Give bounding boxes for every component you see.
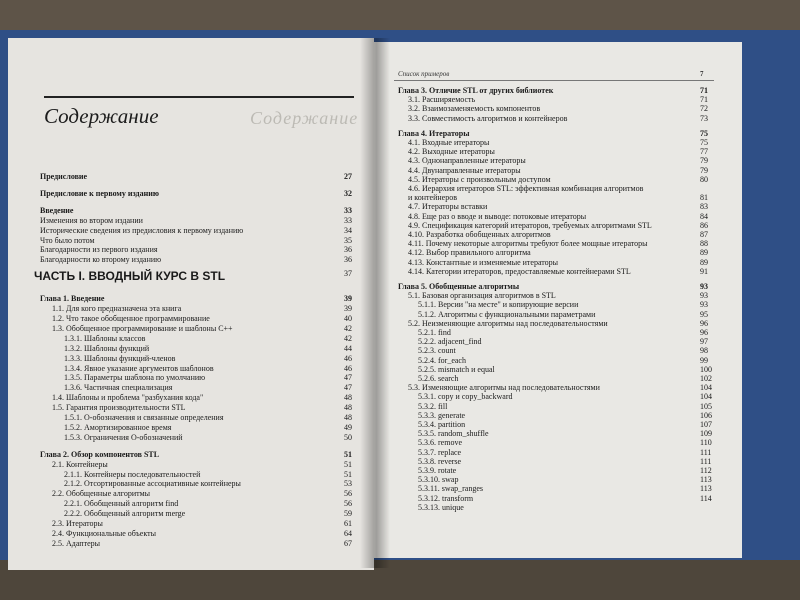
toc-page-number: 109 xyxy=(700,429,712,439)
toc-entry xyxy=(64,383,172,392)
toc-entry xyxy=(408,221,652,230)
toc-entry-text: 4.8. Еще раз о вводе и выводе: потоковые итераторы xyxy=(408,211,587,221)
toc-page-number: 97 xyxy=(700,337,708,347)
show-through-text: Содержание xyxy=(250,108,359,128)
toc-entry xyxy=(408,230,551,239)
toc-entry xyxy=(418,438,462,447)
toc-entry-text: 1.3.4. Явное указание аргументов шаблонов xyxy=(64,363,214,373)
toc-entry xyxy=(408,95,475,104)
toc-page-number: 77 xyxy=(700,147,708,157)
toc-entry xyxy=(418,337,482,346)
toc-page-number: 71 xyxy=(700,95,708,105)
toc-entry xyxy=(418,392,512,401)
toc-page-number: 61 xyxy=(344,519,352,528)
toc-page-number: 114 xyxy=(700,493,712,503)
toc-entry xyxy=(64,433,183,442)
toc-entry-text: 5.1. Базовая организация алгоритмов в STL xyxy=(408,291,556,301)
toc-entry-text: 2.1. Контейнеры xyxy=(52,459,108,469)
toc-entry xyxy=(408,248,531,257)
toc-entry-text: 1.3.3. Шаблоны функций-членов xyxy=(64,353,176,363)
toc-entry xyxy=(408,319,608,328)
toc-page-number: 84 xyxy=(700,211,708,221)
toc-entry xyxy=(40,236,95,245)
toc-entry xyxy=(64,364,214,373)
toc-page-number: 75 xyxy=(700,138,708,147)
toc-entry xyxy=(40,216,143,225)
toc-page-number: 56 xyxy=(344,499,352,509)
toc-entry xyxy=(408,193,457,202)
toc-page-number: 36 xyxy=(344,245,352,255)
toc-entry xyxy=(418,346,456,355)
toc-entry xyxy=(418,429,489,438)
toc-entry-text: 2.2.1. Обобщенный алгоритм find xyxy=(64,499,179,509)
toc-entry xyxy=(418,457,461,466)
toc-entry-text: 5.1.1. Версии "на месте" и копирующие версии xyxy=(418,300,579,310)
toc-page-number: 112 xyxy=(700,466,712,475)
toc-entry xyxy=(418,356,466,365)
book-gutter xyxy=(360,38,390,568)
toc-entry-text: 4.9. Спецификация категорий итераторов, требуемых алгоритмами STL xyxy=(408,220,652,230)
toc-entry xyxy=(408,156,526,165)
toc-entry xyxy=(40,294,104,303)
toc-page-number: 48 xyxy=(344,403,352,413)
title-rule xyxy=(44,96,354,98)
toc-entry-text: Введение xyxy=(40,205,74,215)
toc-entry-text: 1.3.5. Параметры шаблона по умолчанию xyxy=(64,373,206,383)
toc-entry-text: Благодарности из первого издания xyxy=(40,245,158,255)
toc-entry xyxy=(418,475,458,484)
toc-page-number: 39 xyxy=(344,294,352,304)
toc-entry xyxy=(52,529,156,538)
toc-entry-text: 4.1. Входные итераторы xyxy=(408,138,490,147)
toc-entry xyxy=(408,212,586,221)
toc-entry-text: 5.3.5. random_shuffle xyxy=(418,429,489,439)
toc-page-number: 47 xyxy=(344,383,352,393)
toc-entry xyxy=(418,466,456,475)
toc-page-number: 87 xyxy=(700,230,708,239)
running-header: Список примеров xyxy=(398,70,450,78)
toc-entry xyxy=(52,324,233,333)
toc-entry xyxy=(40,245,158,254)
toc-entry xyxy=(408,104,540,113)
toc-entry-text: 1.1. Для кого предназначена эта книга xyxy=(52,304,182,314)
toc-page-number: 37 xyxy=(344,269,352,279)
toc-entry xyxy=(408,166,521,175)
toc-page-number: 48 xyxy=(344,413,352,422)
toc-entry-text: 4.5. Итераторы с произвольным доступом xyxy=(408,174,551,184)
toc-entry xyxy=(418,411,465,420)
toc-entry xyxy=(64,479,241,488)
toc-entry-text: 1.4. Шаблоны и проблема "разбухания кода" xyxy=(52,393,204,403)
toc-page-number: 50 xyxy=(344,432,352,442)
toc-entry-text: 1.5.2. Амортизированное время xyxy=(64,422,172,432)
toc-page-number: 113 xyxy=(700,484,712,494)
toc-entry-text: Предисловие к первому изданию xyxy=(40,188,159,198)
toc-entry-text: 5.3.6. remove xyxy=(418,438,462,448)
toc-entry xyxy=(418,300,578,309)
toc-entry-text: 4.11. Почему некоторые алгоритмы требуют более мощные итераторы xyxy=(408,239,648,249)
toc-page-number: 40 xyxy=(344,314,352,323)
toc-page-number: 75 xyxy=(700,128,708,138)
toc-entry-text: 5.3.7. replace xyxy=(418,447,462,457)
toc-entry-text: 2.2.2. Обобщенный алгоритм merge xyxy=(64,509,186,519)
toc-page-number: 80 xyxy=(700,174,708,184)
toc-page-number: 98 xyxy=(700,346,708,356)
toc-entry-text: Глава 5. Обобщенные алгоритмы xyxy=(398,282,520,291)
toc-entry-text: Глава 2. Обзор компонентов STL xyxy=(40,449,160,459)
toc-entry-text: 3.1. Расширяемость xyxy=(408,95,476,105)
toc-page-number: 33 xyxy=(344,215,352,225)
toc-page-number: 105 xyxy=(700,401,712,411)
toc-entry-text: 1.5.1. О-обозначения и связанные определения xyxy=(64,413,224,422)
toc-entry-text: 1.3. Обобщенное программирование и шаблоны C++ xyxy=(52,323,233,333)
toc-entry xyxy=(52,403,186,412)
toc-entry xyxy=(398,282,519,291)
toc-page-number: 95 xyxy=(700,309,708,319)
toc-page-number: 35 xyxy=(344,235,352,245)
toc-entry-text: 5.2.3. count xyxy=(418,346,456,356)
toc-page-number: 71 xyxy=(700,86,708,95)
toc-entry-text: 4.4. Двунаправленные итераторы xyxy=(408,165,521,175)
toc-entry xyxy=(408,383,600,392)
toc-entry-text: 2.3. Итераторы xyxy=(52,519,103,528)
toc-entry-text: 5.3.8. reverse xyxy=(418,456,462,466)
toc-page-number: 89 xyxy=(700,248,708,258)
toc-page-number: 51 xyxy=(344,459,352,469)
toc-page-number: 104 xyxy=(700,383,712,393)
toc-entry-text: 4.12. Выбор правильного алгоритма xyxy=(408,248,531,258)
toc-page-number: 27 xyxy=(344,172,352,181)
toc-entry-text: Исторические сведения из предисловия к первому изданию xyxy=(40,225,244,235)
toc-entry xyxy=(408,138,489,147)
toc-entry xyxy=(64,499,178,508)
toc-page-number: 102 xyxy=(700,374,712,383)
toc-entry xyxy=(40,206,73,215)
toc-entry xyxy=(408,202,487,211)
toc-entry xyxy=(52,489,150,498)
toc-entry xyxy=(418,503,464,512)
toc-entry xyxy=(408,147,495,156)
toc-entry xyxy=(40,450,159,459)
toc-entry xyxy=(64,470,200,479)
toc-entry xyxy=(40,255,161,264)
toc-entry xyxy=(52,393,203,402)
toc-entry xyxy=(418,328,451,337)
toc-entry-text: 5.3.10. swap xyxy=(418,475,459,485)
toc-entry xyxy=(418,374,458,383)
toc-page-number: 96 xyxy=(700,328,708,337)
toc-entry xyxy=(52,314,210,323)
toc-page-number: 42 xyxy=(344,323,352,333)
toc-entry-text: 4.2. Выходные итераторы xyxy=(408,147,495,157)
toc-entry-text: 1.3.2. Шаблоны функций xyxy=(64,343,150,353)
header-rule xyxy=(394,80,714,81)
toc-page-number: 93 xyxy=(700,282,708,291)
toc-entry-text: 2.2. Обобщенные алгоритмы xyxy=(52,489,151,499)
toc-page-number: 99 xyxy=(700,355,708,365)
toc-entry xyxy=(418,365,495,374)
toc-page-number: 67 xyxy=(344,538,352,548)
toc-entry-text: Изменения во втором издании xyxy=(40,215,143,225)
toc-entry xyxy=(408,258,558,267)
toc-entry-text: 5.3.9. rotate xyxy=(418,466,457,475)
toc-entry-text: 1.2. Что такое обобщенное программирование xyxy=(52,314,210,323)
toc-entry xyxy=(34,269,225,283)
toc-entry-text: 2.1.2. Отсортированные ассоциативные контейнеры xyxy=(64,479,241,489)
toc-page-number: 93 xyxy=(700,291,708,301)
toc-page-number: 100 xyxy=(700,364,712,374)
toc-entry-text: 4.6. Иерархия итераторов STL: эффективная комбинация алгоритмов xyxy=(408,184,644,193)
toc-entry xyxy=(408,239,648,248)
toc-page-number: 34 xyxy=(344,225,352,235)
toc-entry xyxy=(418,310,595,319)
toc-entry-text: 2.1.1. Контейнеры последовательностей xyxy=(64,469,201,479)
toc-entry xyxy=(64,373,205,382)
toc-entry-text: 5.2.5. mismatch и equal xyxy=(418,364,495,374)
toc-entry-text: 5.3.13. unique xyxy=(418,502,464,512)
toc-page-number: 72 xyxy=(700,104,708,114)
toc-entry xyxy=(408,184,643,193)
toc-entry-text: 2.4. Функциональные объекты xyxy=(52,528,157,538)
toc-entry xyxy=(64,413,224,422)
toc-page-number: 51 xyxy=(344,449,352,459)
toc-entry xyxy=(64,354,175,363)
toc-entry-text: Предисловие xyxy=(40,172,88,181)
toc-entry-text: 5.3.3. generate xyxy=(418,410,466,420)
toc-entry-text: 5.2.1. find xyxy=(418,328,451,337)
toc-page-number: 79 xyxy=(700,156,708,166)
toc-entry-text: 4.13. Константные и изменяемые итераторы xyxy=(408,257,559,267)
toc-page-number: 107 xyxy=(700,420,712,429)
toc-page-number: 44 xyxy=(344,343,352,353)
toc-page-number: 81 xyxy=(700,193,708,203)
toc-entry xyxy=(64,344,149,353)
toc-page-number: 53 xyxy=(344,479,352,489)
toc-page-number: 113 xyxy=(700,475,712,485)
toc-entry xyxy=(64,509,185,518)
toc-entry xyxy=(408,291,556,300)
toc-entry xyxy=(418,420,465,429)
toc-entry xyxy=(418,484,483,493)
toc-entry xyxy=(64,334,145,343)
toc-page-number: 42 xyxy=(344,333,352,343)
toc-entry-text: 4.7. Итераторы вставки xyxy=(408,202,488,212)
toc-entry xyxy=(40,172,87,181)
toc-entry-text: 5.3.4. partition xyxy=(418,420,466,429)
toc-page-number: 111 xyxy=(700,456,712,466)
toc-entry-text: 1.3.1. Шаблоны классов xyxy=(64,333,146,343)
toc-entry-text: 4.3. Однонаправленные итераторы xyxy=(408,156,526,166)
toc-entry xyxy=(408,175,551,184)
toc-page-number: 86 xyxy=(700,220,708,230)
toc-entry-text: 4.10. Разработка обобщенных алгоритмов xyxy=(408,230,551,239)
toc-page-number: 110 xyxy=(700,438,712,448)
toc-entry-text: 5.3. Изменяющие алгоритмы над последовательностями xyxy=(408,383,600,393)
toc-entry-text: Что было потом xyxy=(40,235,95,245)
toc-page-number: 47 xyxy=(344,373,352,383)
toc-page-number: 46 xyxy=(344,353,352,363)
toc-entry-text: 5.2. Неизменяющие алгоритмы над последовательностями xyxy=(408,318,608,328)
toc-entry xyxy=(52,304,181,313)
toc-entry xyxy=(64,423,171,432)
toc-page-number: 39 xyxy=(344,304,352,314)
toc-entry-text: 5.3.1. copy и copy_backward xyxy=(418,392,513,402)
toc-entry xyxy=(398,129,469,138)
toc-page-number: 64 xyxy=(344,528,352,538)
toc-page-number: 106 xyxy=(700,410,712,420)
toc-page-number: 49 xyxy=(344,422,352,432)
toc-page-number: 73 xyxy=(700,113,708,123)
toc-entry-text: 5.1.2. Алгоритмы с функциональными параметрами xyxy=(418,309,596,319)
toc-entry-text: ЧАСТЬ I. ВВОДНЫЙ КУРС В STL xyxy=(34,269,226,284)
toc-entry xyxy=(40,189,159,198)
toc-entry xyxy=(398,86,553,95)
toc-entry-text: 5.2.2. adjacent_find xyxy=(418,337,482,347)
toc-entry-text: Глава 4. Итераторы xyxy=(398,128,470,138)
toc-page-number: 83 xyxy=(700,202,708,212)
toc-page-number: 33 xyxy=(344,205,352,215)
toc-entry xyxy=(408,114,567,123)
page-number: 7 xyxy=(700,70,704,78)
toc-page-number: 91 xyxy=(700,266,708,276)
toc-entry-text: 5.3.12. transform xyxy=(418,493,474,503)
toc-page-number: 32 xyxy=(344,188,352,198)
toc-entry-text: 1.5. Гарантия производительности STL xyxy=(52,403,186,413)
toc-entry-text: и контейнеров xyxy=(408,193,457,203)
toc-entry-text: Благодарности ко второму изданию xyxy=(40,255,162,265)
toc-entry xyxy=(52,539,100,548)
toc-page-number: 104 xyxy=(700,392,712,402)
toc-entry-text: 2.5. Адаптеры xyxy=(52,538,100,548)
toc-page-number: 51 xyxy=(344,469,352,479)
toc-entry xyxy=(40,226,243,235)
toc-page-number: 56 xyxy=(344,489,352,499)
toc-page-number: 93 xyxy=(700,300,708,310)
toc-entry-text: 1.3.6. Частичная специализация xyxy=(64,383,173,393)
toc-page-number: 88 xyxy=(700,239,708,249)
toc-page-number: 89 xyxy=(700,257,708,267)
toc-entry xyxy=(408,267,631,276)
toc-page-number: 96 xyxy=(700,318,708,328)
toc-page-number: 111 xyxy=(700,447,712,457)
toc-entry-text: 3.2. Взаимозаменяемость компонентов xyxy=(408,104,541,114)
toc-entry-text: Глава 3. Отличие STL от других библиотек xyxy=(398,86,554,95)
toc-entry xyxy=(418,402,447,411)
toc-page-number: 36 xyxy=(344,255,352,265)
toc-entry xyxy=(52,519,103,528)
toc-entry-text: Глава 1. Введение xyxy=(40,294,105,304)
toc-entry-text: 5.2.4. for_each xyxy=(418,355,466,365)
toc-page-number: 46 xyxy=(344,363,352,373)
toc-entry-text: 5.2.6. search xyxy=(418,374,459,383)
toc-page-number: 48 xyxy=(344,393,352,403)
toc-entry xyxy=(418,448,461,457)
toc-entry-text: 1.5.3. Ограничения О-обозначений xyxy=(64,432,183,442)
toc-entry-text: 5.3.11. swap_ranges xyxy=(418,484,484,494)
page-title: Содержание xyxy=(44,104,159,128)
toc-page-number: 59 xyxy=(344,509,352,519)
toc-entry-text: 5.3.2. fill xyxy=(418,401,448,411)
toc-entry xyxy=(52,460,108,469)
toc-entry-text: 3.3. Совместимость алгоритмов и контейнеров xyxy=(408,113,568,123)
toc-entry-text: 4.14. Категории итераторов, предоставляемые контейнерами STL xyxy=(408,266,631,276)
toc-entry xyxy=(418,494,473,503)
toc-page-number: 79 xyxy=(700,165,708,175)
